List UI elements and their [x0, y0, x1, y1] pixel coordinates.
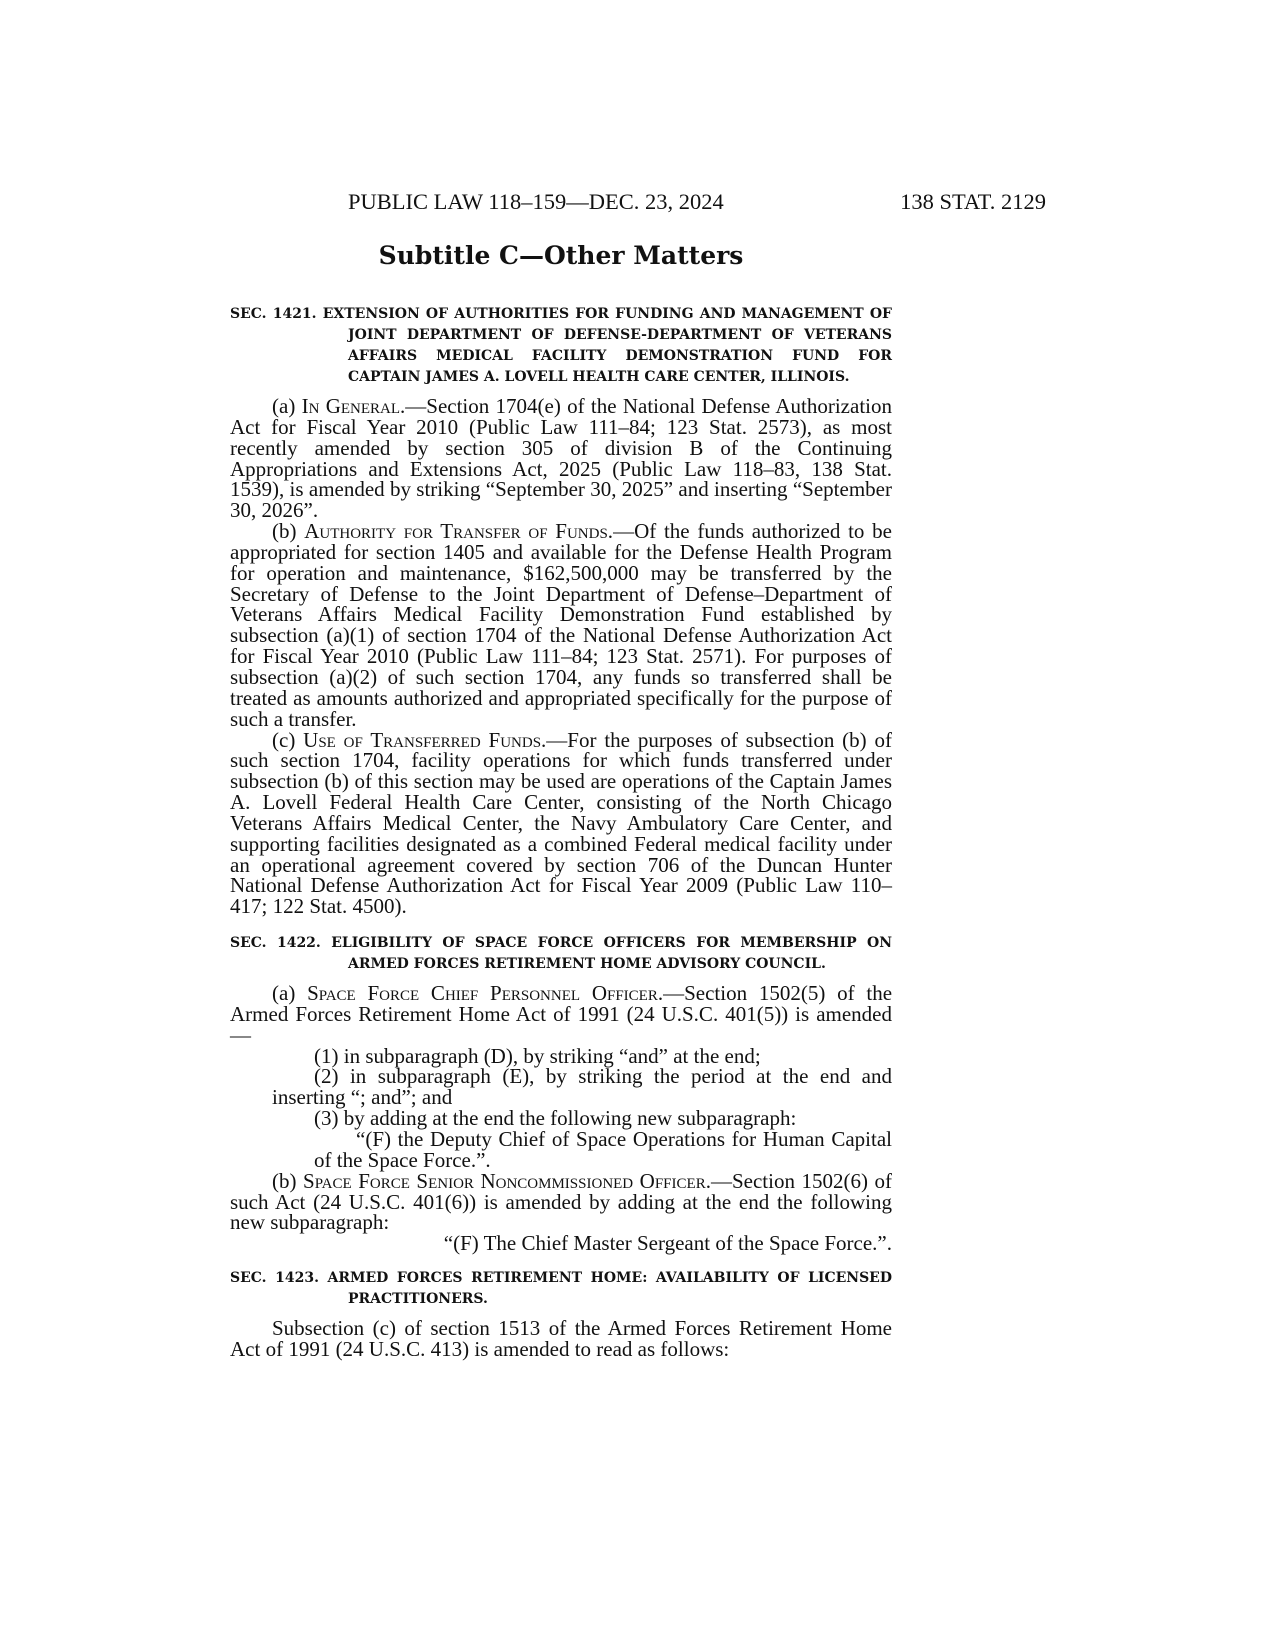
- section-1422-heading: SEC. 1422. ELIGIBILITY OF SPACE FORCE OFFICERS FOR MEMBERSHIP ON ARMED FORCES RETIREMENT HOME ADVISORY COUNCIL.: [230, 935, 892, 973]
- section-1422-subsection-b: [230, 1168, 892, 1235]
- section-1423-text: Subsection (c) of section 1513 of the Armed Forces Retirement Home Act of 1991 (24 U.S.C. 413) is amended to read as follows:: [230, 1316, 892, 1361]
- document-body: [230, 304, 892, 1360]
- subsection-label: (b): [272, 1168, 304, 1193]
- section-1422-subsection-a: [230, 983, 892, 1046]
- section-1422-paragraph-1: (1) in subparagraph (D), by striking “and” at the end;: [314, 1043, 761, 1068]
- subsection-caption: Space Force Chief Personnel Officer.: [307, 981, 664, 1006]
- public-law-citation: PUBLIC LAW 118–159—DEC. 23, 2024: [348, 189, 724, 214]
- section-1423-heading: SEC. 1423. ARMED FORCES RETIREMENT HOME: AVAILABILITY OF LICENSED PRACTITIONERS.: [230, 1270, 892, 1308]
- subsection-text: —For the purposes of subsection (b) of such section 1704, facility operations for which funds transferred under subsection (b) of this section may be used are operations of the Captain James A. Lovell Federal Health Care Center, consisting of the North Chicago Veterans Affairs Medical Center, the Navy Ambulatory Care Center, and supporting facilities designated as a combined Federal medical facility under an operational agreement covered by section 706 of the Duncan Hunter National Defense Authorization Act for Fiscal Year 2009 (Public Law 110–417; 122 Stat. 4500).: [230, 727, 892, 919]
- subsection-caption: Authority for Transfer of Funds.: [304, 519, 614, 544]
- subsection-text: —Section 1502(5) of the Armed Forces Retirement Home Act of 1991 (24 U.S.C. 401(5)) is amended—: [230, 981, 893, 1047]
- section-1421-heading: SEC. 1421. EXTENSION OF AUTHORITIES FOR FUNDING AND MANAGEMENT OF JOINT DEPARTMENT OF DEFENSE-DEPARTMENT OF VETERANS AFFAIRS MEDICAL FACILITY DEMONSTRATION FUND FOR CAPTAIN JAMES A. LOVELL HEALTH CARE CENTER, ILLINOIS.: [230, 306, 892, 385]
- subsection-caption: Space Force Senior Noncommissioned Officer.: [303, 1168, 711, 1193]
- subsection-label: (b): [272, 519, 305, 544]
- subsection-label: (c): [272, 727, 304, 752]
- subsection-text: —Section 1502(6) of such Act (24 U.S.C. 401(6)) is amended by adding at the end the following new subparagraph:: [230, 1168, 892, 1235]
- section-1421-subsection-b: [230, 521, 892, 729]
- quoted-subparagraph-f-chief-master-sergeant: “(F) The Chief Master Sergeant of the Space Force.”.: [443, 1231, 892, 1256]
- section-1422-paragraph-2: (2) in subparagraph (E), by striking the period at the end and inserting “; and”; and: [272, 1064, 892, 1110]
- section-1422-paragraph-3: (3) by adding at the end the following new subparagraph:: [314, 1106, 797, 1131]
- quoted-subparagraph-f-deputy-chief: “(F) the Deputy Chief of Space Operations for Human Capital of the Space Force.”.: [314, 1127, 892, 1172]
- section-1421-subsection-a: [230, 396, 892, 521]
- subsection-text: —Section 1704(e) of the National Defense Authorization Act for Fiscal Year 2010 (Public Law 111–84; 123 Stat. 2573), as most recently amended by section 305 of division B of the Continuing Appropriations and Extensions Act, 2025 (Public Law 118–83, 138 Stat. 1539), is amended by striking “September 30, 2025” and inserting “September 30, 2026”.: [230, 394, 892, 523]
- section-1421-subsection-c: [230, 727, 892, 919]
- subsection-text: —Of the funds authorized to be appropriated for section 1405 and available for the Defense Health Program for operation and maintenance, $162,500,000 may be transferred by the Secretary of Defense to the Joint Department of Defense–Department of Veterans Affairs Medical Facility Demonstration Fund established by subsection (a)(1) of section 1704 of the National Defense Authorization Act for Fiscal Year 2010 (Public Law 111–84; 123 Stat. 2571). For purposes of subsection (a)(2) of such section 1704, any funds so transferred shall be treated as amounts authorized and appropriated specifically for the purpose of such a transfer.: [230, 519, 892, 731]
- statute-page-number: 138 STAT. 2129: [900, 189, 1046, 214]
- subsection-caption: In General.: [301, 394, 406, 418]
- subsection-label: (a): [272, 981, 308, 1006]
- subtitle-heading: Subtitle C—Other Matters: [378, 241, 744, 270]
- subsection-label: (a): [272, 394, 302, 418]
- subsection-caption: Use of Transferred Funds.: [303, 727, 547, 752]
